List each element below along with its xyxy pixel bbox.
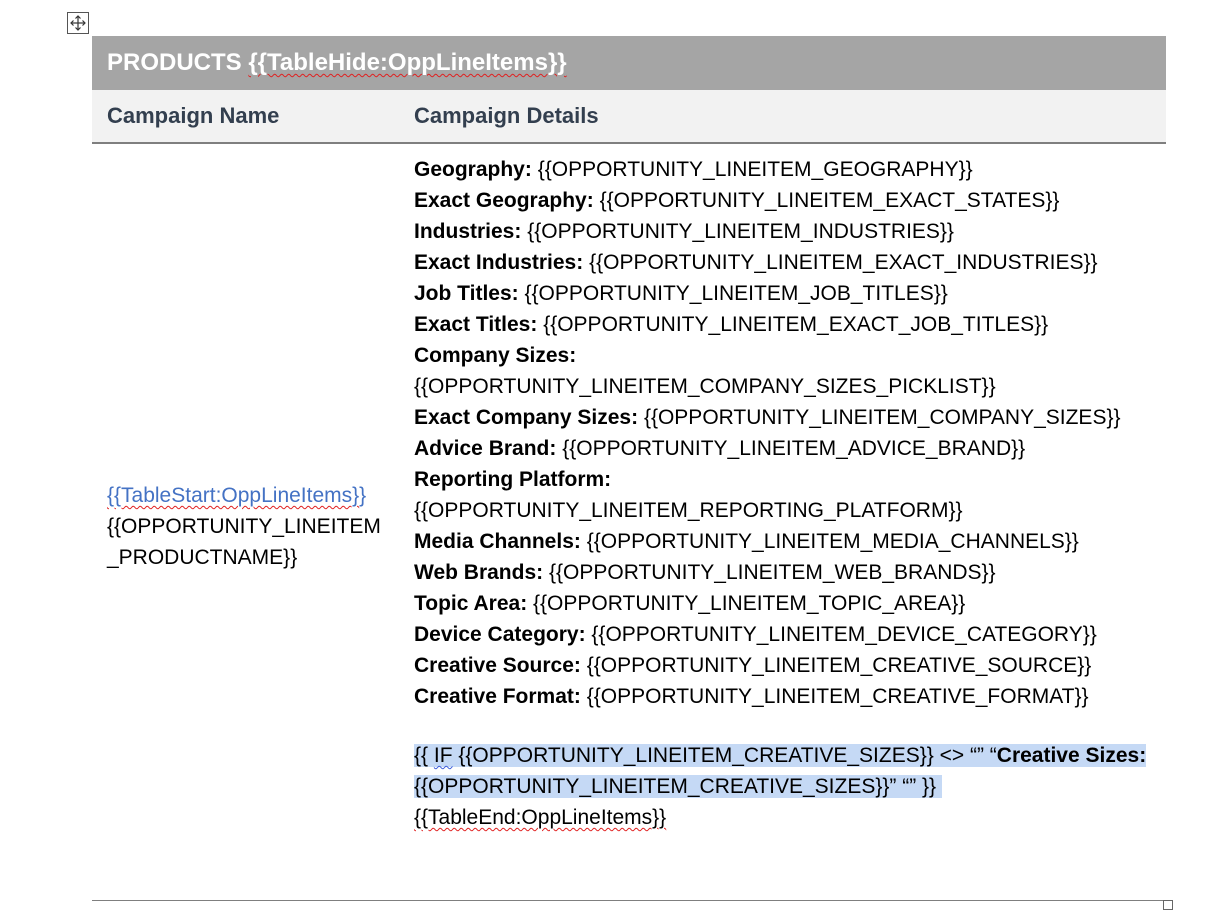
if-condition: {{OPPORTUNITY_LINEITEM_CREATIVE_SIZES}} <> “” “ <box>452 744 997 767</box>
details-field-row <box>414 619 1154 650</box>
header-campaign-name[interactable]: Campaign Name <box>107 103 280 128</box>
field-label: Industries: <box>414 220 522 243</box>
table-resize-handle-icon[interactable] <box>1163 900 1173 910</box>
details-field-row <box>414 402 1154 433</box>
product-name-field: {{OPPORTUNITY_LINEITEM_PRODUCTNAME}} <box>107 515 381 569</box>
if-block <box>414 740 1154 802</box>
field-label: Creative Source: <box>414 654 581 677</box>
field-value: {{OPPORTUNITY_LINEITEM_TOPIC_AREA}} <box>533 592 966 615</box>
details-field-row <box>414 278 1154 309</box>
field-label: Web Brands: <box>414 561 544 584</box>
field-label: Creative Format: <box>414 685 581 708</box>
header-campaign-details[interactable]: Campaign Details <box>414 103 599 128</box>
field-value: {{OPPORTUNITY_LINEITEM_COMPANY_SIZES}} <box>643 406 1121 429</box>
field-label: Company Sizes: <box>414 344 577 367</box>
table-body-row <box>92 144 1166 902</box>
field-value: {{OPPORTUNITY_LINEITEM_WEB_BRANDS}} <box>548 561 996 584</box>
details-field-row <box>414 650 1154 681</box>
products-table <box>92 36 1166 902</box>
field-label: Exact Geography: <box>414 189 594 212</box>
field-value: {{OPPORTUNITY_LINEITEM_ADVICE_BRAND}} <box>562 437 1026 460</box>
field-label: Geography: <box>414 158 532 181</box>
details-field-row <box>414 681 1154 712</box>
field-label: Reporting Platform: <box>414 468 612 491</box>
campaign-details-cell[interactable] <box>414 154 1154 833</box>
table-end-tag: {{TableEnd:OppLineItems}} <box>414 806 667 829</box>
field-label: Exact Titles: <box>414 313 538 336</box>
field-label: Media Channels: <box>414 530 581 553</box>
field-value: {{OPPORTUNITY_LINEITEM_COMPANY_SIZES_PICKLIST}} <box>414 375 996 398</box>
if-bold-label: Creative Sizes: <box>996 744 1147 767</box>
if-open: {{ <box>414 744 429 767</box>
campaign-name-cell[interactable] <box>107 480 392 573</box>
details-field-row <box>414 216 1154 247</box>
table-bottom-border <box>92 900 1166 901</box>
details-field-row <box>414 185 1154 216</box>
field-value: {{OPPORTUNITY_LINEITEM_CREATIVE_FORMAT}} <box>586 685 1089 708</box>
field-label: Exact Company Sizes: <box>414 406 639 429</box>
field-value: {{OPPORTUNITY_LINEITEM_EXACT_JOB_TITLES}} <box>543 313 1049 336</box>
if-keyword: IF <box>433 744 453 767</box>
details-field-row <box>414 154 1154 185</box>
details-field-row <box>414 526 1154 557</box>
field-label: Job Titles: <box>414 282 519 305</box>
field-value: {{OPPORTUNITY_LINEITEM_JOB_TITLES}} <box>524 282 948 305</box>
table-start-tag: {{TableStart:OppLineItems} <box>107 484 360 507</box>
details-field-row <box>414 588 1154 619</box>
field-value: {{OPPORTUNITY_LINEITEM_EXACT_INDUSTRIES}} <box>589 251 1098 274</box>
details-field-row <box>414 340 1154 402</box>
table-start-tag-end: } <box>359 484 367 507</box>
field-value: {{OPPORTUNITY_LINEITEM_REPORTING_PLATFORM}} <box>414 499 963 522</box>
field-value: {{OPPORTUNITY_LINEITEM_DEVICE_CATEGORY}} <box>591 623 1097 646</box>
details-field-row <box>414 247 1154 278</box>
details-field-row <box>414 557 1154 588</box>
field-value: {{OPPORTUNITY_LINEITEM_MEDIA_CHANNELS}} <box>586 530 1079 553</box>
details-field-row <box>414 309 1154 340</box>
table-header-row <box>92 90 1166 144</box>
table-move-handle-icon[interactable] <box>67 12 89 34</box>
field-value: {{OPPORTUNITY_LINEITEM_EXACT_STATES}} <box>599 189 1060 212</box>
if-rest: {{OPPORTUNITY_LINEITEM_CREATIVE_SIZES}}” “” }} <box>414 775 937 798</box>
details-field-list <box>414 154 1154 712</box>
field-label: Topic Area: <box>414 592 528 615</box>
table-title-prefix: PRODUCTS <box>107 49 249 76</box>
field-value: {{OPPORTUNITY_LINEITEM_GEOGRAPHY}} <box>537 158 973 181</box>
field-label: Device Category: <box>414 623 586 646</box>
field-label: Exact Industries: <box>414 251 584 274</box>
field-value: {{OPPORTUNITY_LINEITEM_INDUSTRIES}} <box>527 220 954 243</box>
table-title-row[interactable] <box>92 36 1166 90</box>
field-value: {{OPPORTUNITY_LINEITEM_CREATIVE_SOURCE}} <box>586 654 1092 677</box>
details-field-row <box>414 464 1154 526</box>
table-hide-tag: {{TableHide:OppLineItems}} <box>248 49 567 76</box>
field-label: Advice Brand: <box>414 437 557 460</box>
details-field-row <box>414 433 1154 464</box>
